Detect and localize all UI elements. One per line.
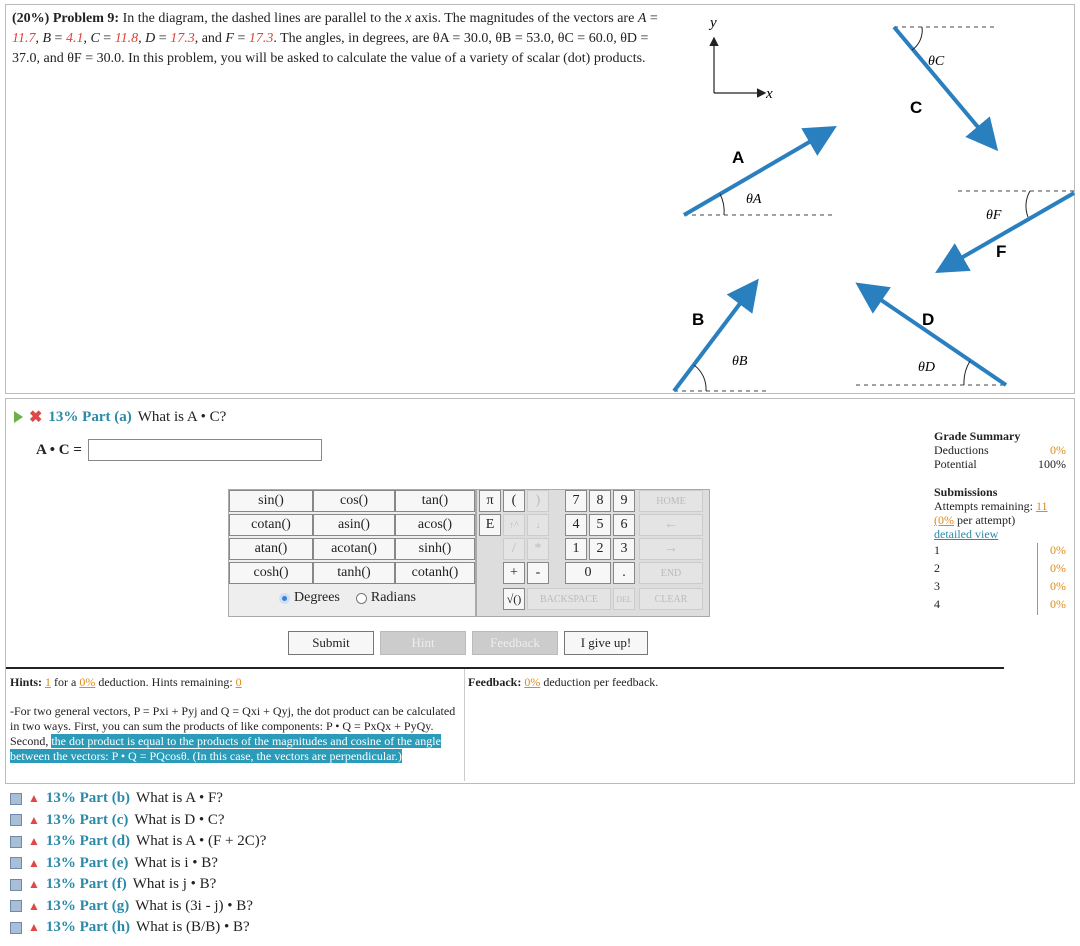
play-icon[interactable] <box>14 411 23 423</box>
key-sin[interactable]: sin() <box>229 490 313 512</box>
key-minus[interactable]: - <box>527 562 549 584</box>
parts-list <box>10 788 266 939</box>
theta-a-label: θA <box>746 192 762 207</box>
key-clear[interactable]: CLEAR <box>639 588 703 610</box>
mag-b-label: B <box>42 31 52 46</box>
collapsed-box-icon[interactable] <box>10 857 22 869</box>
warning-icon: ▲ <box>28 791 40 806</box>
part-percent: 13% Part (b) <box>45 790 131 807</box>
hints-for-a: for a <box>54 675 77 689</box>
mag-a-value: 11.7 <box>12 31 36 46</box>
grade-summary-title: Grade Summary <box>934 429 1021 443</box>
key-asin[interactable]: asin() <box>313 514 395 536</box>
collapsed-box-icon[interactable] <box>10 814 22 826</box>
submit-button[interactable]: Submit <box>288 631 374 655</box>
key-home[interactable]: HOME <box>639 490 703 512</box>
part-a-header <box>14 407 226 427</box>
angle-mode <box>279 590 416 606</box>
hints-divider <box>6 667 1004 669</box>
hint-text <box>10 704 462 764</box>
key-rparen[interactable]: ) <box>527 490 549 512</box>
key-5[interactable]: 5 <box>589 514 611 536</box>
part-a-percent: 13% Part (a) <box>48 408 132 425</box>
key-right[interactable]: → <box>639 538 703 560</box>
part-question: What is A • (F + 2C)? <box>136 833 267 850</box>
detailed-view-link[interactable]: detailed view <box>934 527 999 541</box>
key-acotan[interactable]: acotan() <box>313 538 395 560</box>
hints-label: Hints: <box>10 675 43 689</box>
part-percent: 13% Part (g) <box>45 897 130 914</box>
key-4[interactable]: 4 <box>565 514 587 536</box>
action-buttons <box>288 631 648 655</box>
key-sqrt[interactable]: √() <box>503 588 525 610</box>
vector-c <box>894 27 996 145</box>
theta-b-label: θB <box>732 354 748 369</box>
key-pi[interactable]: π <box>479 490 501 512</box>
part-percent: 13% Part (e) <box>45 854 129 871</box>
hints-feedback-divider <box>464 669 465 781</box>
mag-d-label: D <box>145 31 156 46</box>
vector-c-label: C <box>910 98 923 117</box>
part-percent: 13% Part (c) <box>45 811 129 828</box>
potential-value: 100% <box>1038 457 1066 471</box>
problem-text-1: In the diagram, the dashed lines are parallel to the <box>122 11 406 26</box>
part-percent: 13% Part (h) <box>45 919 131 936</box>
key-1[interactable]: 1 <box>565 538 587 560</box>
warning-icon: ▲ <box>28 855 40 870</box>
hints-panel <box>10 675 462 764</box>
hint-text-highlighted: the dot product is equal to the products of the magnitudes and cosine of the angle between the vectors: P • Q = PQcosθ. (In this case, the vectors are perpendicular.) <box>10 734 441 763</box>
warning-icon: ▲ <box>28 898 40 913</box>
hints-deduction-text: deduction. Hints remaining: <box>98 675 233 689</box>
part-row-h[interactable] <box>10 917 266 939</box>
answer-row <box>36 439 322 461</box>
hints-count: 1 <box>45 675 52 689</box>
part-a-panel <box>5 398 1075 784</box>
hints-deduction-pct: 0% <box>79 675 96 689</box>
key-left[interactable]: ← <box>639 514 703 536</box>
attempts-value: 11 <box>1035 499 1048 513</box>
key-backspace[interactable]: BACKSPACE <box>527 588 611 610</box>
x-axis-label: x <box>766 86 773 102</box>
problem-panel <box>5 4 1075 394</box>
key-lparen[interactable]: ( <box>503 490 525 512</box>
part-row-f[interactable] <box>10 874 266 896</box>
key-tan[interactable]: tan() <box>395 490 475 512</box>
theta-c-label: θC <box>928 54 945 69</box>
vector-b-label: B <box>692 310 705 329</box>
key-star[interactable]: * <box>527 538 549 560</box>
degrees-radio[interactable] <box>279 593 290 604</box>
vector-b <box>674 285 766 391</box>
key-8[interactable]: 8 <box>589 490 611 512</box>
mag-d-value: 17.3 <box>170 31 195 46</box>
feedback-label: Feedback: <box>468 675 522 689</box>
theta-d-label: θD <box>918 360 935 375</box>
part-question: What is D • C? <box>134 811 225 828</box>
mag-c-label: C <box>90 31 100 46</box>
degrees-label: Degrees <box>294 590 340 605</box>
feedback-text: deduction per feedback. <box>543 675 659 689</box>
radians-label: Radians <box>370 590 416 605</box>
vector-d-label: D <box>922 310 935 329</box>
key-down[interactable]: ↓ <box>527 514 549 536</box>
warning-icon: ▲ <box>28 920 40 935</box>
problem-header: (20%) Problem 9: <box>12 11 120 26</box>
key-atan[interactable]: atan() <box>229 538 313 560</box>
attempts-label: Attempts remaining: <box>934 499 1033 513</box>
mag-f-label: F <box>225 31 234 46</box>
key-sinh[interactable]: sinh() <box>395 538 475 560</box>
key-0[interactable]: 0 <box>565 562 611 584</box>
key-del[interactable]: DEL <box>613 588 635 610</box>
key-dot[interactable]: . <box>613 562 635 584</box>
answer-input[interactable] <box>88 439 322 461</box>
x-axis-word: x <box>405 11 412 26</box>
part-row-e[interactable] <box>10 853 266 875</box>
key-6[interactable]: 6 <box>613 514 635 536</box>
key-cotanh[interactable]: cotanh() <box>395 562 475 584</box>
mag-c-value: 11.8 <box>114 31 139 46</box>
hints-summary <box>10 675 462 690</box>
feedback-button[interactable]: Feedback <box>472 631 558 655</box>
part-question: What is j • B? <box>132 876 217 893</box>
deductions-label: Deductions <box>934 443 989 457</box>
grade-summary <box>934 429 1066 615</box>
function-keypad <box>228 489 476 617</box>
key-3[interactable]: 3 <box>613 538 635 560</box>
hints-remaining: 0 <box>235 675 242 689</box>
warning-icon: ▲ <box>28 812 40 827</box>
theta-f-label: θF <box>986 208 1002 223</box>
submission-row: 3 0% <box>934 579 1066 597</box>
collapsed-box-icon[interactable] <box>10 922 22 934</box>
vector-diagram <box>666 5 1076 393</box>
part-percent: 13% Part (d) <box>45 833 131 850</box>
part-percent: 13% Part (f) <box>45 876 127 893</box>
vector-a-label: A <box>732 148 745 167</box>
vector-d <box>856 287 1006 385</box>
key-cos[interactable]: cos() <box>313 490 395 512</box>
give-up-button[interactable]: I give up! <box>564 631 648 655</box>
collapsed-box-icon[interactable] <box>10 900 22 912</box>
vector-f-label: F <box>996 242 1007 261</box>
feedback-pct: 0% <box>524 675 541 689</box>
vector-f <box>942 191 1074 269</box>
answer-label: A • C = <box>36 441 82 458</box>
key-9[interactable]: 9 <box>613 490 635 512</box>
collapsed-box-icon[interactable] <box>10 836 22 848</box>
key-e[interactable]: E <box>479 514 501 536</box>
key-tanh[interactable]: tanh() <box>313 562 395 584</box>
part-row-g[interactable] <box>10 896 266 918</box>
problem-statement: (20%) Problem 9: In the diagram, the dashed lines are parallel to the x axis. The magnitudes of the vectors are A = 11.7, B = 4.1, C = 11.8, D = 17.3, and F = 17.3. The angles, in degrees, are θA = 30.0, θB = 53.0, θC = 60.0, θD = 37.0, and θF = 30.0. In this problem, you will be asked to calculate the value of a variety of scalar (dot) products. <box>12 11 658 66</box>
key-end[interactable]: END <box>639 562 703 584</box>
submissions-title: Submissions <box>934 485 998 499</box>
angles-text: . The angles, in degrees, are θA = 30.0, θB = 53.0, θC = 60.0, θD = 37.0, and θF = 30.0. In this problem, you will be asked to calculate the value of a variety of scalar (dot) products. <box>12 31 649 66</box>
key-7[interactable]: 7 <box>565 490 587 512</box>
number-keypad <box>476 489 710 617</box>
problem-text-2: axis. The magnitudes of the vectors are <box>411 11 638 26</box>
key-acos[interactable]: acos() <box>395 514 475 536</box>
hint-text-plain: -For two general vectors, P = Pxi + Pyj and Q = Qxi + Qyj, the dot product can be calculated in two ways. First, you can sum the products of like components: P • Q = PxQx + PyQy. Second, <box>10 704 456 748</box>
deductions-value: 0% <box>1050 443 1066 457</box>
part-question: What is (3i - j) • B? <box>135 897 253 914</box>
key-up[interactable]: ↑^ <box>503 514 525 536</box>
submission-row: 2 0% <box>934 561 1066 579</box>
axes-icon <box>708 15 773 102</box>
mag-f-value: 17.3 <box>248 31 274 46</box>
key-2[interactable]: 2 <box>589 538 611 560</box>
warning-icon: ▲ <box>28 877 40 892</box>
key-cotan[interactable]: cotan() <box>229 514 313 536</box>
feedback-panel <box>468 675 658 690</box>
part-question: What is A • F? <box>136 790 223 807</box>
key-slash[interactable]: / <box>503 538 525 560</box>
collapsed-box-icon[interactable] <box>10 879 22 891</box>
submission-row: 4 0% <box>934 597 1066 615</box>
submission-row: 1 0% <box>934 543 1066 561</box>
potential-label: Potential <box>934 457 977 471</box>
collapsed-box-icon[interactable] <box>10 793 22 805</box>
vector-a <box>684 130 832 215</box>
mag-b-value: 4.1 <box>65 31 84 46</box>
wrong-icon: ✖ <box>29 409 43 426</box>
submission-table <box>934 543 1066 615</box>
radians-radio[interactable] <box>356 593 367 604</box>
key-plus[interactable]: + <box>503 562 525 584</box>
mag-a-label: A <box>637 11 647 26</box>
hint-button[interactable]: Hint <box>380 631 466 655</box>
y-axis-label: y <box>710 15 717 31</box>
per-attempt-pct: (0% <box>934 513 954 527</box>
part-row-d[interactable] <box>10 831 266 853</box>
part-row-b[interactable] <box>10 788 266 810</box>
per-attempt-label: per attempt) <box>957 513 1016 527</box>
part-question: What is i • B? <box>134 854 218 871</box>
key-cosh[interactable]: cosh() <box>229 562 313 584</box>
part-row-c[interactable] <box>10 810 266 832</box>
part-a-question: What is A • C? <box>137 408 227 425</box>
warning-icon: ▲ <box>28 834 40 849</box>
part-question: What is (B/B) • B? <box>136 919 250 936</box>
